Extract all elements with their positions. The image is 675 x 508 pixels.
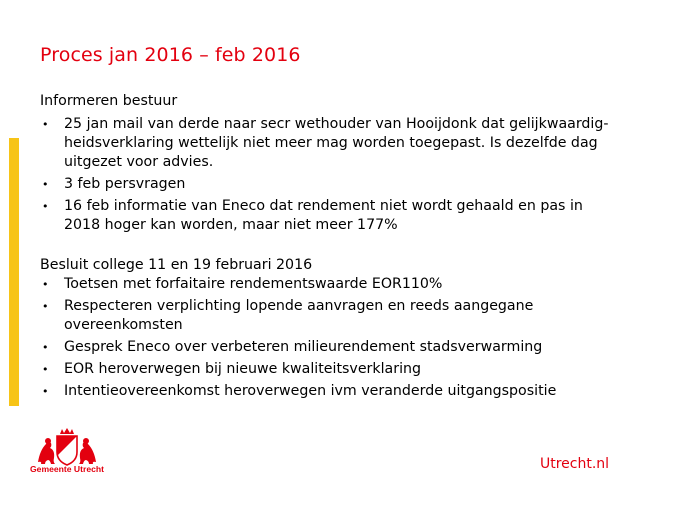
bullet-item [40,360,640,379]
bullet-item [40,382,640,401]
bullet-icon: • [42,278,49,291]
bullet-line: uitgezet voor advies. [64,154,214,170]
bullet-icon: • [42,341,49,354]
bullet-line: heidsverklaring wettelijk niet meer mag worden toegepast. Is dezelfde dag [64,135,598,151]
bullet-item [40,275,640,294]
slide-title: Proces jan 2016 – feb 2016 [40,44,301,66]
footer-url[interactable]: Utrecht.nl [540,456,610,472]
section-heading: Informeren bestuur [40,93,178,109]
bullet-icon: • [42,118,49,131]
slide-body [40,92,640,404]
bullet-icon: • [42,300,49,313]
section-informeren [40,92,640,235]
section-besluit [40,256,640,401]
bullet-icon: • [42,363,49,376]
accent-bar [9,138,19,406]
bullet-icon: • [42,385,49,398]
bullet-icon: • [42,200,49,213]
bullet-item [40,338,640,357]
bullet-line: Respecteren verplichting lopende aanvragen en reeds aangegane [64,298,534,314]
bullet-line: Gesprek Eneco over verbeteren milieurendement stadsverwarming [64,339,543,355]
bullet-line: overeenkomsten [64,317,183,333]
section-heading: Besluit college 11 en 19 februari 2016 [40,257,313,273]
bullet-line: 25 jan mail van derde naar secr wethouder van Hooijdonk dat gelijkwaardig- [64,116,609,132]
bullet-line: Toetsen met forfaitaire rendementswaarde EOR110% [64,276,443,292]
bullet-item [40,115,640,172]
bullet-list [40,115,640,235]
bullet-item [40,197,640,235]
bullet-line: 16 feb informatie van Eneco dat rendement niet wordt gehaald en pas in [64,198,583,214]
bullet-line: EOR heroverwegen bij nieuwe kwaliteitsverklaring [64,361,422,377]
bullet-list [40,275,640,401]
bullet-item [40,297,640,335]
logo-text: Gemeente Utrecht [29,464,105,474]
bullet-line: 3 feb persvragen [64,176,186,192]
bullet-icon: • [42,178,49,191]
bullet-item [40,175,640,194]
bullet-line: Intentieovereenkomst heroverwegen ivm veranderde uitgangspositie [64,383,557,399]
bullet-line: 2018 hoger kan worden, maar niet meer 177% [64,217,398,233]
